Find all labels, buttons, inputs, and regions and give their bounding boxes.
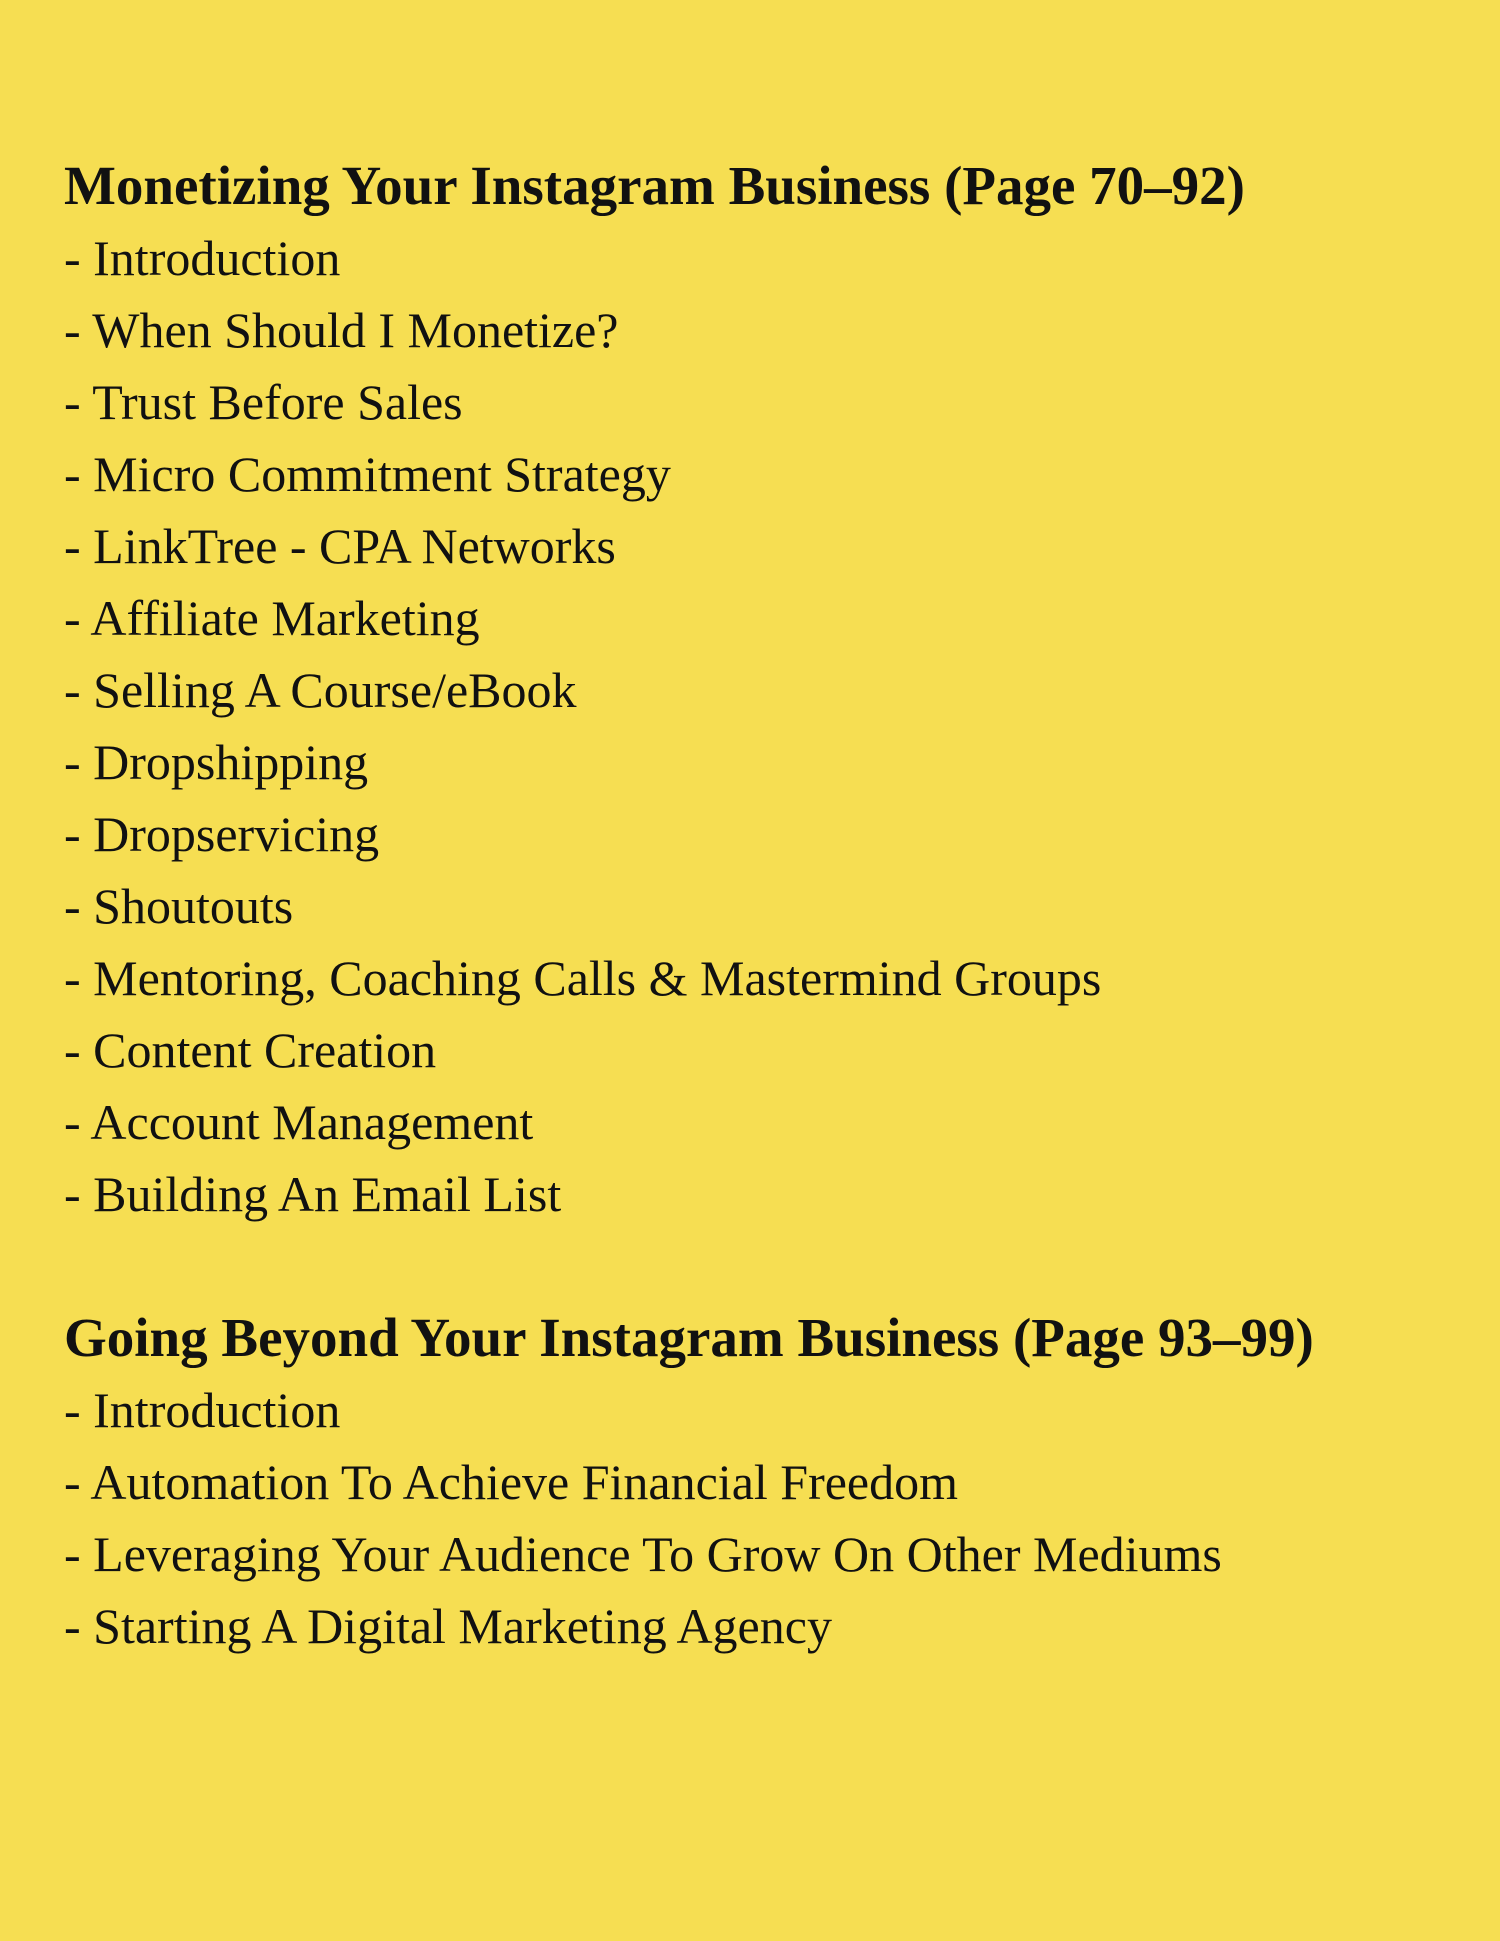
list-item: - Building An Email List — [64, 1166, 562, 1222]
list-item: - Leveraging Your Audience To Grow On Other Mediums — [64, 1526, 1222, 1582]
section-monetizing — [64, 150, 1444, 1230]
section-item-list — [64, 1374, 1444, 1662]
section-spacer — [64, 1230, 1444, 1302]
list-item: - Introduction — [64, 230, 341, 286]
list-item: - Dropservicing — [64, 806, 380, 862]
list-item: - Automation To Achieve Financial Freedom — [64, 1454, 959, 1510]
table-of-contents — [64, 150, 1444, 1662]
list-item: - Selling A Course/eBook — [64, 662, 577, 718]
list-item: - Account Management — [64, 1094, 534, 1150]
list-item: - Introduction — [64, 1382, 341, 1438]
list-item: - When Should I Monetize? — [64, 302, 619, 358]
section-going-beyond — [64, 1302, 1444, 1662]
list-item: - Starting A Digital Marketing Agency — [64, 1598, 832, 1654]
list-item: - Mentoring, Coaching Calls & Mastermind Groups — [64, 950, 1102, 1006]
list-item: - Micro Commitment Strategy — [64, 446, 671, 502]
list-item: - Dropshipping — [64, 734, 369, 790]
list-item: - LinkTree - CPA Networks — [64, 518, 616, 574]
list-item: - Trust Before Sales — [64, 374, 463, 430]
section-title: Going Beyond Your Instagram Business (Page 93–99) — [64, 1307, 1314, 1368]
list-item: - Shoutouts — [64, 878, 294, 934]
section-item-list — [64, 222, 1444, 1230]
list-item: - Content Creation — [64, 1022, 437, 1078]
list-item: - Affiliate Marketing — [64, 590, 480, 646]
section-title: Monetizing Your Instagram Business (Page 70–92) — [64, 155, 1245, 216]
